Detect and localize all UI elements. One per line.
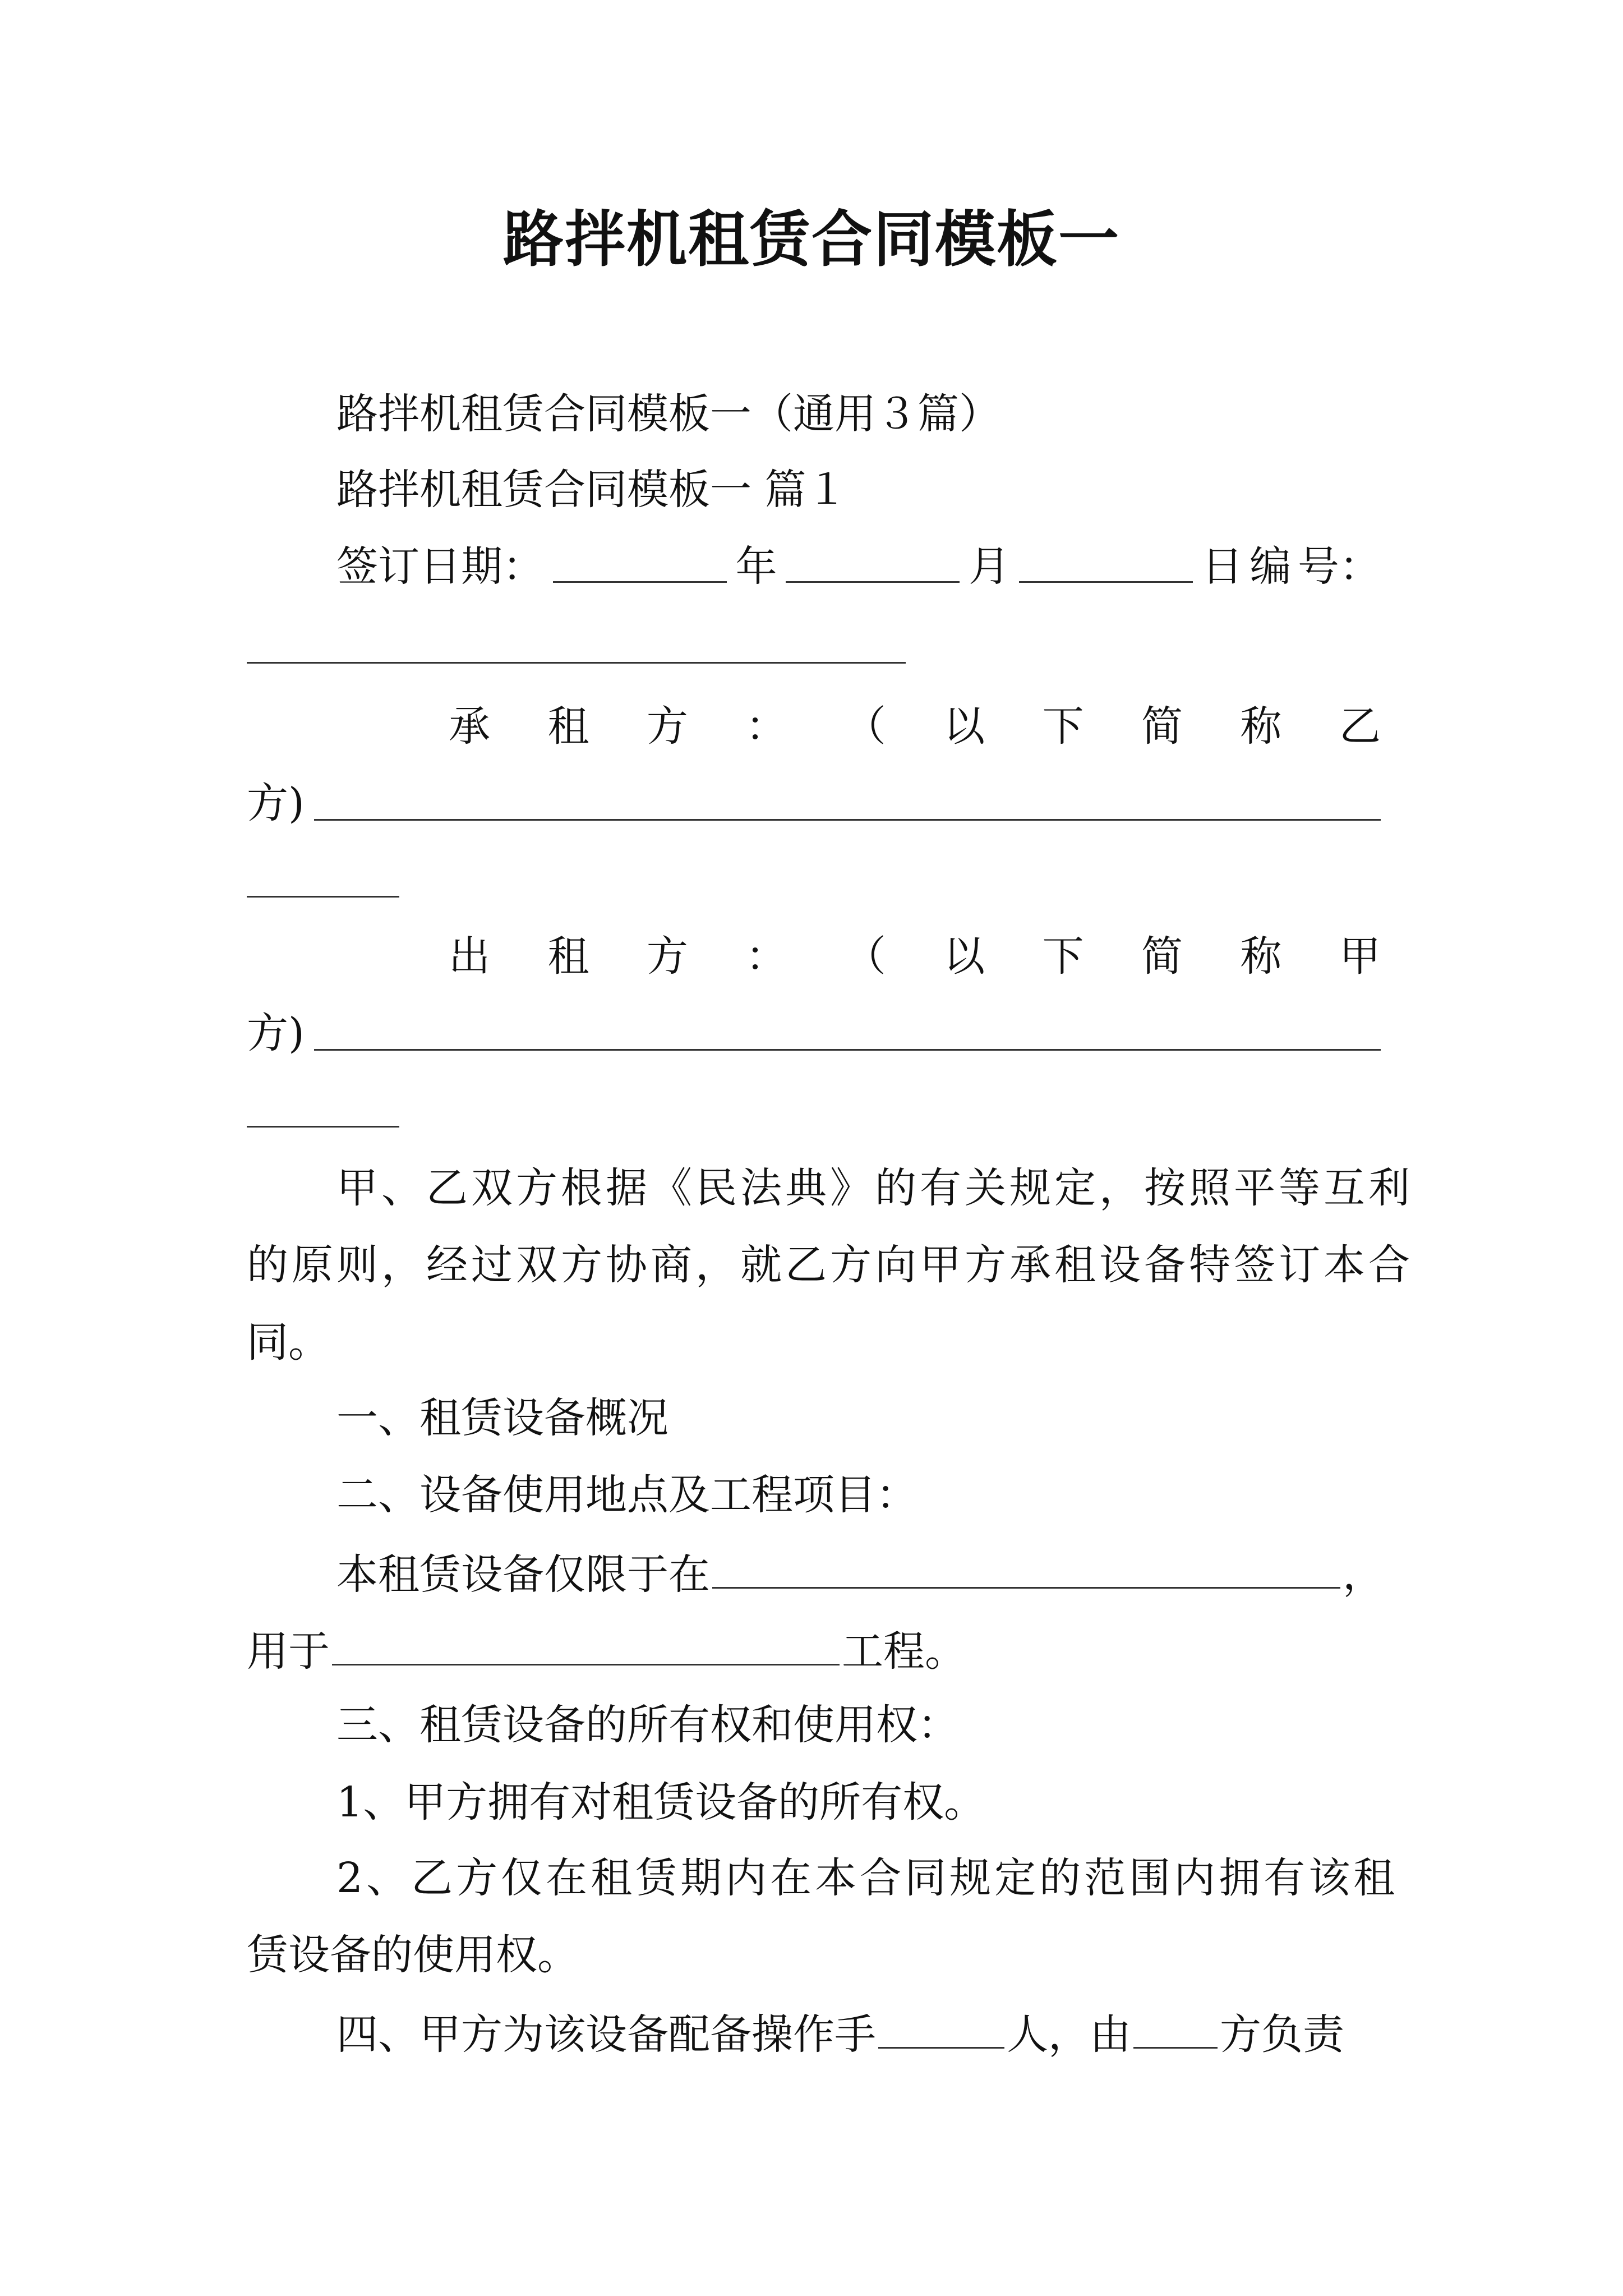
lessor-label — [449, 928, 1381, 984]
day-blank[interactable] — [1019, 539, 1193, 583]
lessee-name-blank-tail[interactable] — [247, 896, 399, 898]
label-char: 出 — [449, 932, 490, 981]
label-char: （ — [844, 702, 886, 751]
list-item: 2、乙方仅在租赁期内在本合同规定的范围内拥有该租 — [336, 1854, 1399, 1902]
section-heading: 四、甲方为该设备配备操作手 — [336, 2010, 876, 2059]
intro-line: 的原则，经过双方协商，就乙方向甲方承租设备特签订本合 — [247, 1241, 1413, 1289]
label-char: 方 — [646, 702, 688, 751]
used-for-label: 用于 — [247, 1627, 330, 1676]
location-blank[interactable] — [712, 1544, 1340, 1589]
label-char: ： — [745, 702, 787, 751]
contract-subheading: 路拌机租赁合同模板一 篇１ — [336, 466, 848, 514]
label-char: 甲 — [1339, 932, 1381, 981]
label-char: 简 — [1141, 702, 1183, 751]
intro-line: 同。 — [247, 1318, 330, 1366]
label-char: 以 — [943, 702, 985, 751]
operator-count-blank[interactable] — [878, 2004, 1004, 2049]
contract-heading: 路拌机租赁合同模板一（通用３篇） — [336, 390, 1000, 438]
lessee-label — [449, 698, 1381, 754]
label-char: 下 — [1042, 932, 1084, 981]
lessee-continuation: 方) — [247, 779, 305, 827]
location-suffix: ， — [1343, 1550, 1384, 1599]
section-heading: 一、租赁设备概况 — [336, 1394, 668, 1442]
label-char: 承 — [449, 702, 490, 751]
project-label: 工程。 — [842, 1627, 966, 1676]
label-char: （ — [844, 932, 886, 981]
number-label-char: 号： — [1298, 542, 1381, 591]
label-char: 租 — [547, 702, 589, 751]
year-label: 年 — [735, 542, 777, 591]
page-title: 路拌机租赁合同模板一 — [502, 204, 1120, 275]
label-char: 以 — [943, 932, 985, 981]
label-char: 租 — [547, 932, 589, 981]
intro-line: 甲、乙双方根据《民法典》的有关规定，按照平等互利 — [336, 1164, 1413, 1212]
contract-number-blank[interactable] — [247, 662, 906, 664]
sign-date-line — [336, 539, 1381, 595]
lessor-name-blank-tail[interactable] — [247, 1126, 399, 1128]
list-item-continuation: 赁设备的使用权。 — [247, 1931, 579, 1979]
number-label-char: 编 — [1249, 542, 1292, 591]
day-label: 日 — [1201, 542, 1243, 591]
month-blank[interactable] — [786, 539, 960, 583]
label-char: 乙 — [1339, 702, 1381, 751]
section-4-mid: 人，由 — [1007, 2010, 1131, 2059]
section-heading: 三、租赁设备的所有权和使用权： — [336, 1701, 959, 1749]
lessor-name-blank[interactable] — [314, 1049, 1381, 1051]
label-char: 下 — [1042, 702, 1084, 751]
list-item: 1、甲方拥有对租赁设备的所有权。 — [336, 1778, 986, 1826]
label-char: 称 — [1240, 932, 1282, 981]
section-heading: 二、设备使用地点及工程项目： — [336, 1471, 917, 1519]
label-char: ： — [745, 932, 787, 981]
location-prefix: 本租赁设备仅限于在 — [336, 1550, 710, 1599]
lessee-name-blank[interactable] — [314, 819, 1381, 821]
responsible-party-blank[interactable] — [1133, 2004, 1218, 2049]
label-char: 称 — [1240, 702, 1282, 751]
project-line — [247, 1621, 966, 1680]
location-line — [336, 1544, 1384, 1603]
label-char: 简 — [1141, 932, 1183, 981]
section-4-suffix: 方负责 — [1220, 2010, 1344, 2059]
lessor-continuation: 方) — [247, 1009, 305, 1057]
sign-date-label: 签订日期： — [336, 542, 544, 591]
section-4-line — [336, 2004, 1344, 2063]
year-blank[interactable] — [553, 539, 727, 583]
project-blank[interactable] — [332, 1621, 840, 1665]
month-label: 月 — [969, 542, 1010, 591]
label-char: 方 — [646, 932, 688, 981]
